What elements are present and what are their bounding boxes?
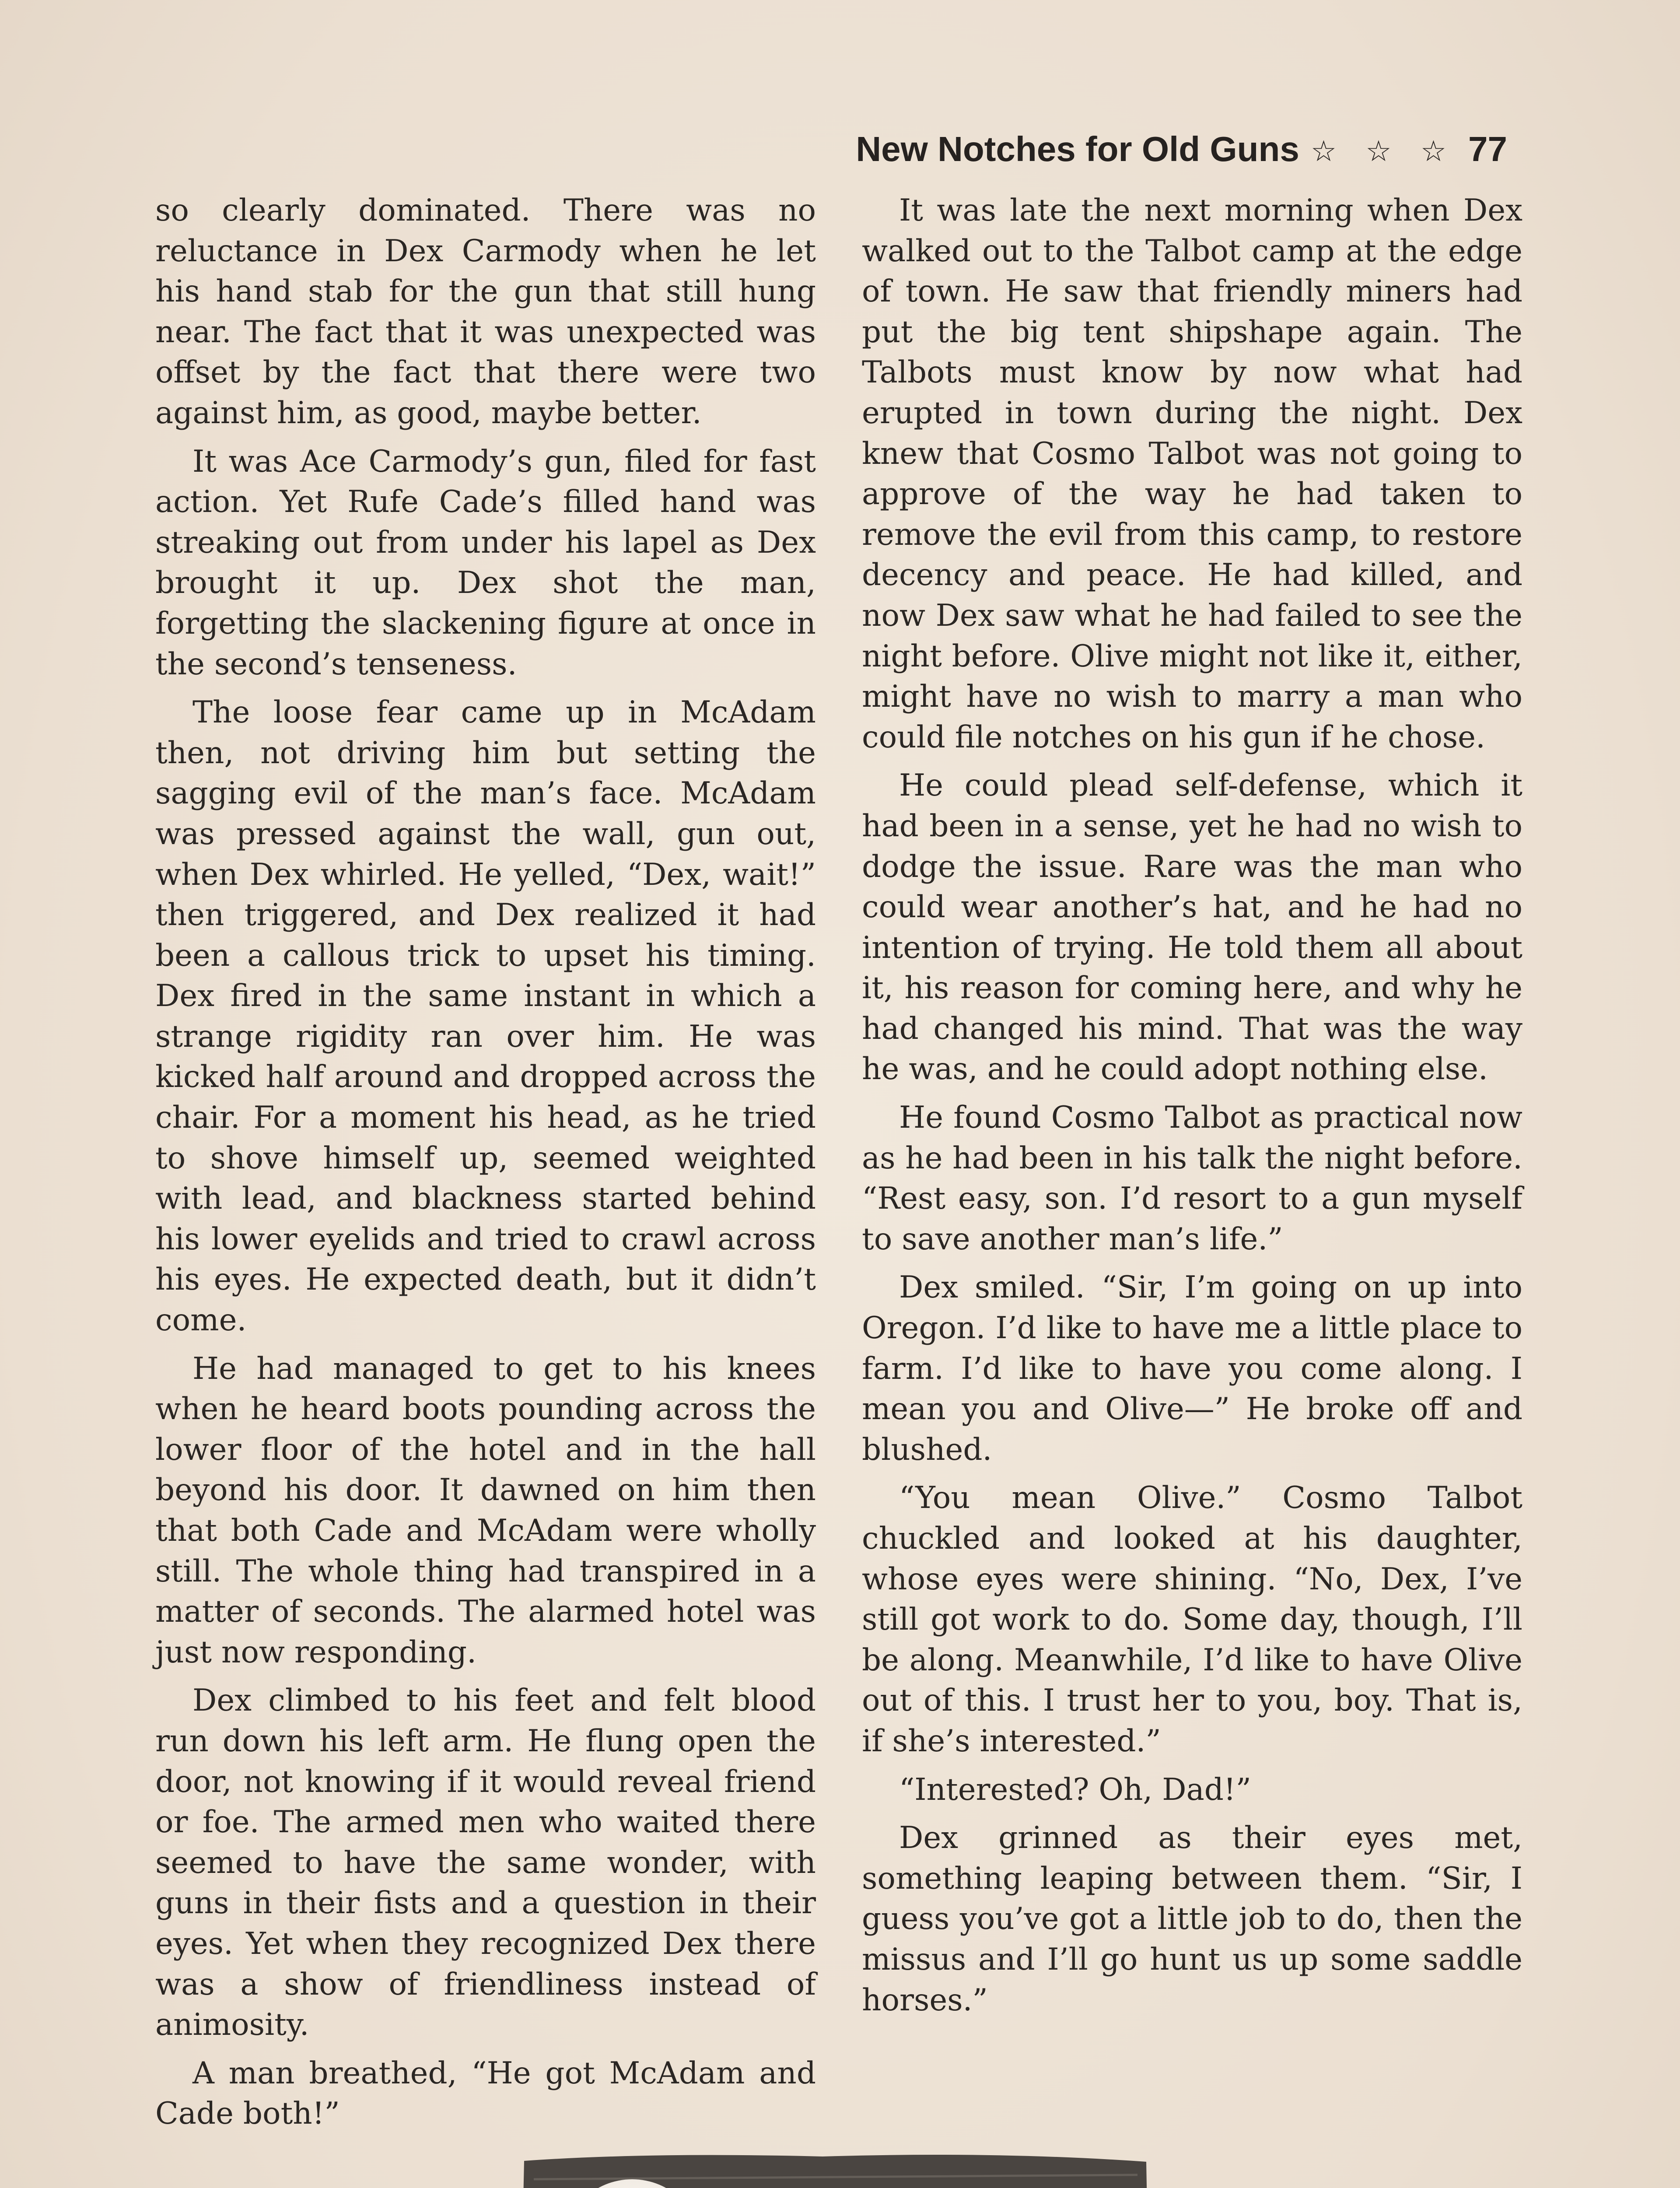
end-illustration [516,2149,1151,2188]
paragraph: A man breathed, “He got McAdam and Cade both!” [155,2055,816,2132]
paragraph: It was Ace Carmody’s gun, filed for fast action. Yet Rufe Cade’s filled hand was streaking out from under his lapel as Dex brought it up. Dex shot the man, forgetting the slackening figure at once in the second’s tenseness. [155,444,816,682]
star-ornaments: ☆ ☆ ☆ [1310,135,1457,167]
paragraph: He found Cosmo Talbot as practical now as he had been in his talk the night before. “Rest easy, son. I’d resort to a gun myself to save another man’s life.” [862,1100,1522,1257]
right-column [862,190,1522,2028]
paragraph: “You mean Olive.” Cosmo Talbot chuckled and looked at his daughter, whose eyes were shining. “No, Dex, I’ve still got work to do. Some day, though, I’ll be along. Meanwhile, I’d like to have Olive out of this. I trust her to you, boy. That is, if she’s interested.” [862,1480,1522,1759]
paragraph: He could plead self-defense, which it had been in a sense, yet he had no wish to dodge the issue. Rare was the man who could wear another’s hat, and he had no intention of trying. He told them all about it, his reason for coming here, and why he had changed his mind. That was the way he was, and he could adopt nothing else. [862,768,1522,1087]
paragraph: The loose fear came up in McAdam then, not driving him but setting the sagging evil of the man’s face. McAdam was pressed against the wall, gun out, when Dex whirled. He yelled, “Dex, wait!” then triggered, and Dex realized it had been a callous trick to upset his timing. Dex fired in the same instant in which a strange rigidity ran over him. He was kicked half around and dropped across the chair. For a moment his head, as he tried to shove himself up, seemed weighted with lead, and blackness started behind his lower eyelids and tried to crawl across his eyes. He expected death, but it didn’t come. [155,695,816,1338]
paragraph: Dex smiled. “Sir, I’m going on up into Oregon. I’d like to have me a little place to farm. I’d like to have you come along. I mean you and Olive—” He broke off and blushed. [862,1270,1522,1467]
paragraph: He had managed to get to his knees when he heard boots pounding across the lower floor of the hotel and in the hall beyond his door. It dawned on him then that both Cade and McAdam were wholly still. The whole thing had transpired in a matter of seconds. The alarmed hotel was just now responding. [155,1351,816,1670]
paragraph: Dex grinned as their eyes met, something leaping between them. “Sir, I guess you’ve got a little job to do, then the missus and I’ll go hunt us up some saddle horses.” [862,1820,1522,2018]
page-number: 77 [1468,130,1507,168]
story-title: New Notches for Old Guns [856,130,1299,168]
paragraph: Dex climbed to his feet and felt blood run down his left arm. He flung open the door, not knowing if it would reveal friend or foe. The armed men who waited there seemed to have the same wonder, with guns in their fists and a question in their eyes. Yet when they recognized Dex there was a show of friendliness instead of animosity. [155,1683,816,2043]
paragraph: It was late the next morning when Dex walked out to the Talbot camp at the edge of town. He saw that friendly miners had put the big tent shipshape again. The Talbots must know by now what had erupted in town during the night. Dex knew that Cosmo Talbot was not going to approve of the way he had taken to remove the evil from this camp, to restore decency and peace. He had killed, and now Dex saw what he had failed to see the night before. Olive might not like it, either, might have no wish to marry a man who could file notches on his gun if he chose. [862,193,1522,755]
running-header [856,129,1507,169]
paragraph: “Interested? Oh, Dad!” [899,1772,1251,1807]
paragraph: so clearly dominated. There was no reluctance in Dex Carmody when he let his hand stab for the gun that still hung near. The fact that it was unexpected was offset by the fact that there were two against him, as good, maybe better. [155,193,816,431]
left-column [155,190,816,2142]
